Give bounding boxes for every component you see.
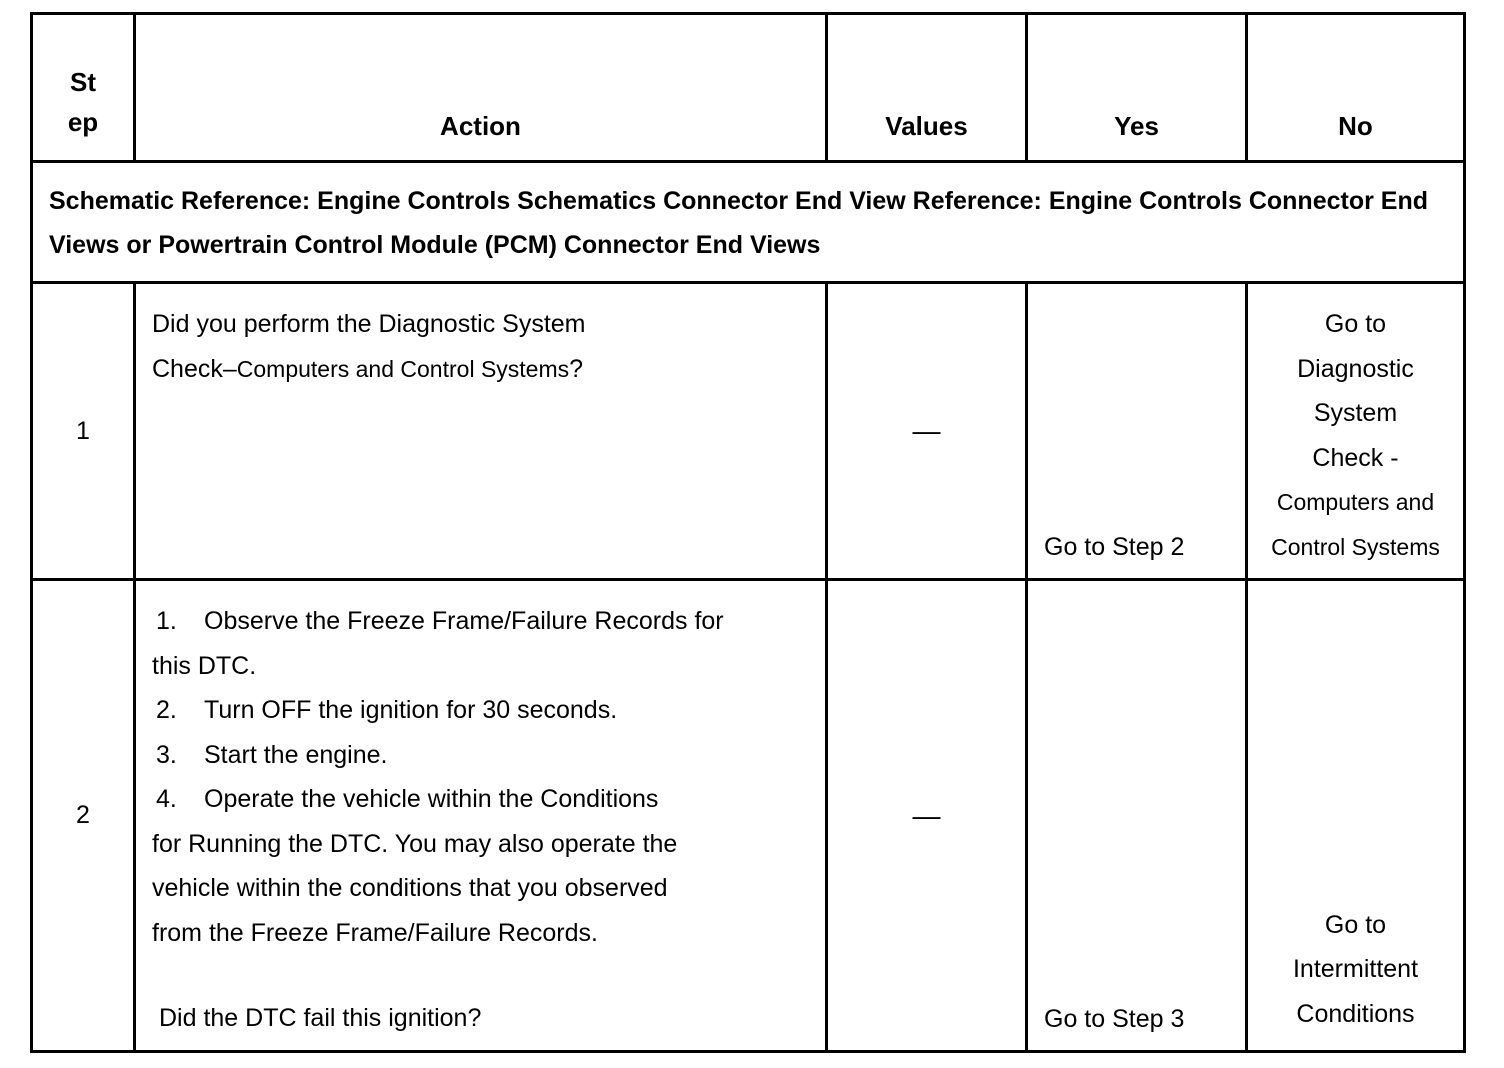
step-number: 2 — [32, 580, 135, 1052]
diagnostic-table — [30, 12, 1466, 1053]
step-row-1 — [32, 283, 1465, 580]
list-item: vehicle within the conditions that you observed — [152, 874, 668, 902]
list-item: 2. Turn OFF the ignition for 30 seconds. — [156, 696, 618, 724]
header-step: St ep — [32, 14, 135, 162]
schematic-reference: Schematic Reference: Engine Controls Schematics Connector End View Reference: Engine Controls Connector End Views or Powertrain Control Module (PCM) Connector End Views — [32, 162, 1465, 283]
step-row-2 — [32, 580, 1465, 1052]
question: Did the DTC fail this ignition? — [159, 1004, 482, 1032]
header-values: Values — [827, 14, 1027, 162]
list-item: for Running the DTC. You may also operate the — [152, 829, 678, 858]
list-item: 1. Observe the Freeze Frame/Failure Records for — [156, 607, 724, 635]
values-cell: — — [827, 283, 1027, 580]
no-cell: Go to Intermittent Conditions — [1247, 580, 1465, 1052]
yes-cell: Go to Step 2 — [1027, 283, 1247, 580]
list-item: 4. Operate the vehicle within the Conditions — [156, 785, 659, 813]
values-cell: — — [827, 580, 1027, 1052]
reference-row — [32, 162, 1465, 283]
action-cell: Did you perform the Diagnostic System Check–Computers and Control Systems? — [135, 283, 827, 580]
header-no: No — [1247, 14, 1465, 162]
yes-cell: Go to Step 3 — [1027, 580, 1247, 1052]
list-item: from the Freeze Frame/Failure Records. — [152, 918, 598, 947]
list-item: this DTC. — [152, 651, 257, 680]
list-item: 3. Start the engine. — [156, 740, 388, 769]
header-action: Action — [135, 14, 827, 162]
step-number: 1 — [32, 283, 135, 580]
header-row — [32, 14, 1465, 162]
action-cell — [135, 580, 827, 1052]
no-cell: Go to Diagnostic System Check - Computers and Control Systems — [1247, 283, 1465, 580]
header-yes: Yes — [1027, 14, 1247, 162]
